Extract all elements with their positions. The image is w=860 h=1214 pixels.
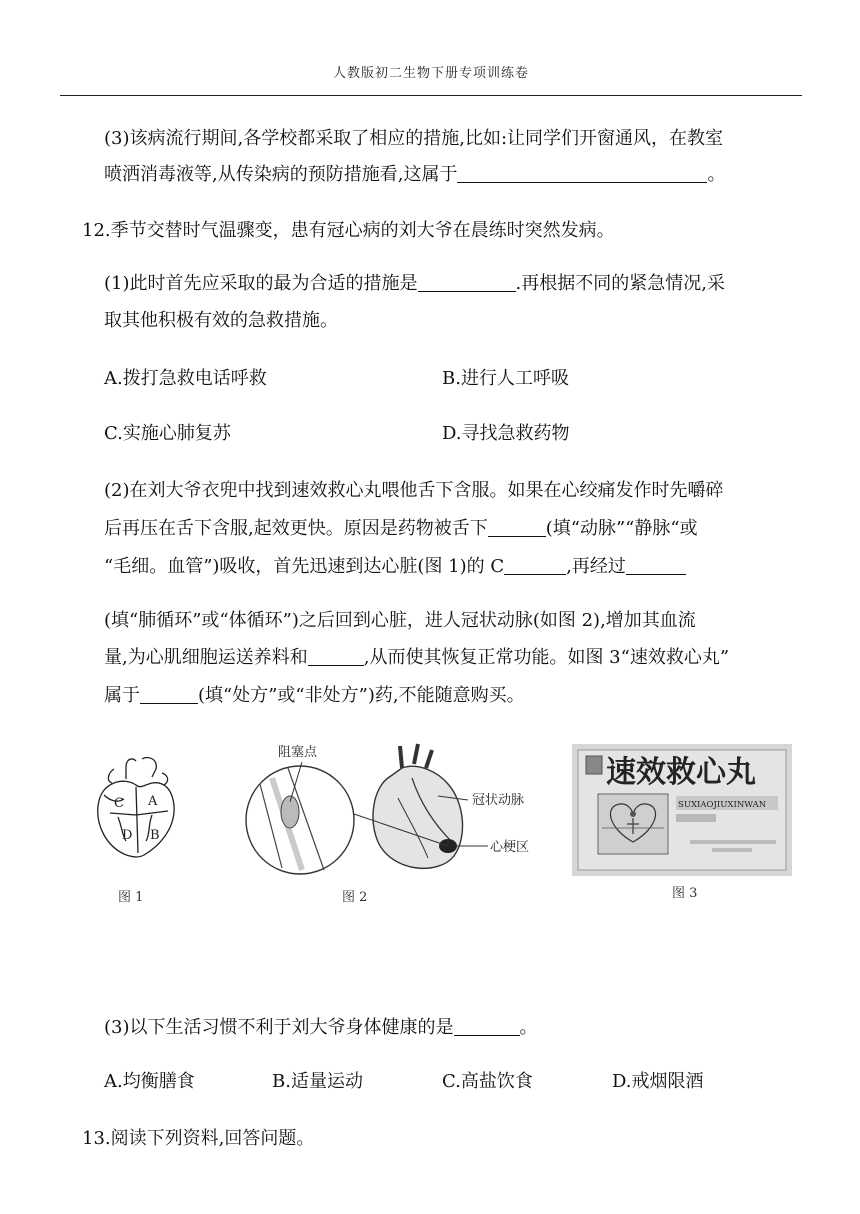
option-a[interactable]: A.拨打急救电话呼救	[104, 368, 267, 389]
q11-3-line1: (3)该病流行期间,各学校都采取了相应的措施,比如:让同学们开窗通风，在教室	[104, 128, 724, 149]
label-coronary-artery: 冠状动脉	[472, 793, 525, 808]
answer-blank[interactable]	[140, 683, 198, 704]
answer-blank[interactable]	[626, 554, 686, 575]
option-c[interactable]: C.实施心肺复苏	[104, 423, 231, 444]
answer-blank[interactable]	[418, 271, 516, 292]
option-b[interactable]: B.适量运动	[272, 1071, 363, 1092]
q12-2-line3: “毛细。血管”)吸收，首先迅速到达心脏(图 1)的 C ,再经过	[104, 550, 686, 584]
q12-1-line1: (1)此时首先应采取的最为合适的措施是 .再根据不同的紧急情况,采	[104, 273, 725, 294]
option-c[interactable]: C.高盐饮食	[442, 1071, 533, 1092]
coronary-artery-diagram	[242, 738, 552, 878]
option-d[interactable]: D.寻找急救药物	[442, 423, 570, 444]
q12-2-line1: (2)在刘大爷衣兜中找到速效救心丸喂他舌下含服。如果在心绞痛发作时先嚼碎	[104, 480, 724, 501]
q12-3-line: (3)以下生活习惯不利于刘大爷身体健康的是 。	[104, 1017, 538, 1038]
q12-stem: 12.季节交替时气温骤变，患有冠心病的刘大爷在晨练时突然发病。	[82, 220, 615, 241]
q12-2-line4: (填“肺循环”或“体循环”)之后回到心脏，进人冠状动脉(如图 2),增加其血流	[104, 610, 696, 631]
figure-3-caption: 图 3	[672, 886, 698, 901]
q13-stem: 13.阅读下列资料,回答问题。	[82, 1128, 315, 1149]
answer-blank[interactable]	[308, 645, 364, 666]
medicine-name: 速效救心丸	[606, 755, 756, 790]
medicine-pinyin: SUXIAOJIUXINWAN	[678, 800, 767, 810]
q12-2-line2: 后再压在舌下含服,起效更快。原因是药物被舌下 (填“动脉”“静脉“或	[104, 518, 698, 539]
q12-2-line6: 属于 (填“处方”或“非处方”)药,不能随意购买。	[104, 685, 525, 706]
heart-label-b: B	[150, 828, 160, 843]
page-header-title: 人教版初二生物下册专项训练卷	[332, 66, 529, 81]
figure-1-caption: 图 1	[118, 890, 144, 905]
answer-blank[interactable]	[457, 162, 707, 183]
figure-2-caption: 图 2	[342, 890, 368, 905]
option-d[interactable]: D.戒烟限酒	[612, 1071, 704, 1092]
answer-blank[interactable]	[454, 1015, 520, 1036]
answer-blank[interactable]	[488, 516, 546, 537]
label-blockage-point: 阻塞点	[278, 745, 318, 760]
header-divider	[60, 95, 802, 96]
option-a[interactable]: A.均衡膳食	[104, 1071, 195, 1092]
heart-diagram	[92, 755, 182, 865]
heart-label-a: A	[148, 794, 158, 809]
q12-2-line5: 量,为心肌细胞运送养料和 ,从而使其恢复正常功能。如图 3“速效救心丸”	[104, 647, 730, 668]
medicine-box-photo	[572, 744, 792, 876]
heart-label-c: C	[114, 796, 124, 811]
q12-1-line2: 取其他积极有效的急救措施。	[104, 310, 338, 331]
label-infarct-area: 心梗区	[490, 840, 530, 855]
heart-label-d: D	[122, 828, 133, 843]
option-b[interactable]: B.进行人工呼吸	[442, 368, 569, 389]
answer-blank[interactable]	[504, 554, 566, 575]
q11-3-line2: 喷洒消毒液等,从传染病的预防措施看,这属于 。	[104, 164, 726, 185]
